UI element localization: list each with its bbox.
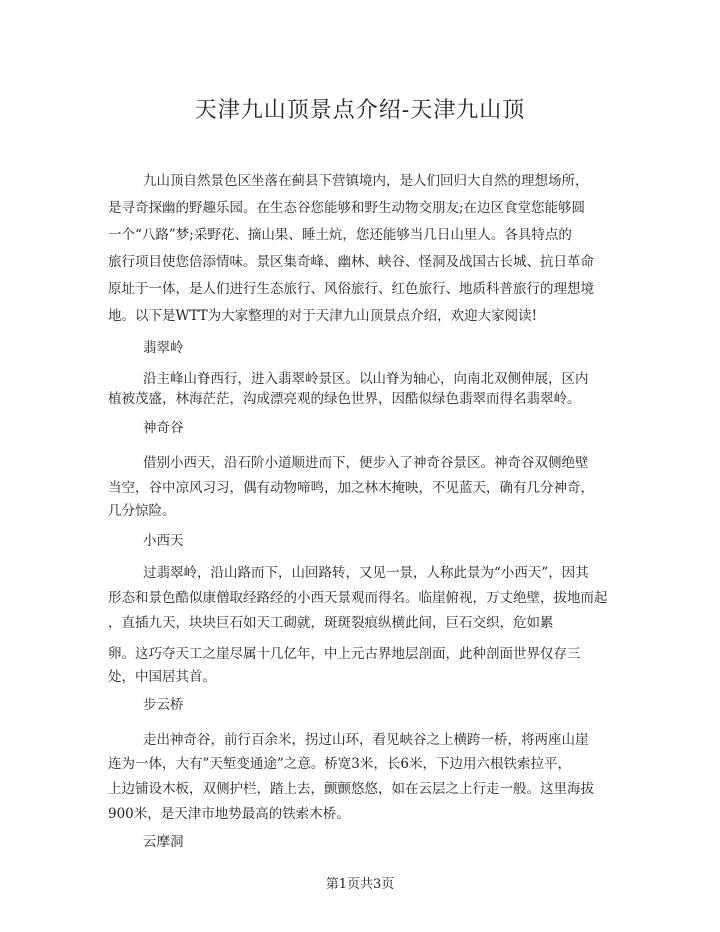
paragraph-line: 900米，是天津市地势最高的铁索木桥。 [108,806,350,822]
page-footer: 第1页共3页 [325,877,395,892]
paragraph-line: 过翡翠岭，沿山路而下，山回路转，又见一景，人称此景为“小西天”，因其 [143,565,589,581]
paragraph-line: 上边铺设木板，双侧护栏，踏上去，颤颤悠悠，如在云层之上行走一般。这里海拔 [108,781,594,797]
section-heading: 神奇谷 [143,420,184,436]
paragraph-line: 九山顶自然景色区坐落在蓟县下营镇境内，是人们回归大自然的理想场所， [143,173,589,189]
paragraph-line: 当空，谷中凉风习习，偶有动物啼鸣，加之林木掩映，不见蓝天，确有几分神奇， [108,480,594,496]
paragraph-line: 走出神奇谷，前行百余米，拐过山环，看见峡谷之上横跨一桥，将两座山崖 [143,732,589,748]
section-heading: 翡翠岭 [143,340,184,356]
paragraph-line: ，直插九天，块块巨石如天工砌就，斑斑裂痕纵横此间，巨石交织，危如累 [108,615,554,631]
paragraph-line: 形态和景色酷似康僧取经路经的小西天景观而得名。临崖俯视，万丈绝壁，拔地而起 [108,590,608,606]
paragraph-line: 一个“八路”梦;采野花、摘山果、睡土炕，您还能够当几日山里人。各具特点的 [108,227,572,243]
paragraph-line: 沿主峰山脊西行，进入翡翠岭景区。以山脊为轴心，向南北双侧伸展，区内 [143,371,589,387]
section-heading: 小西天 [143,533,184,549]
paragraph-line: 地。以下是WTT为大家整理的对于天津九山顶景点介绍，欢迎大家阅读! [108,308,538,324]
paragraph-line: 借别小西天，沿石阶小道顺进而下，便步入了神奇谷景区。神奇谷双侧绝壁 [143,455,589,471]
paragraph-line: 几分惊险。 [108,503,176,519]
page-title: 天津九山顶景点介绍-天津九山顶 [194,98,526,123]
section-heading: 步云桥 [143,697,184,713]
section-heading: 云摩洞 [143,834,184,850]
paragraph-line: 卵。这巧夺天工之崖尽属十几亿年，中上元古界地层剖面，此种剖面世界仅存三 [108,646,581,662]
paragraph-line: 旅行项目使您倍添情味。景区集奇峰、幽林、峡谷、怪洞及战国古长城、抗日革命 [108,254,594,270]
paragraph-line: 植被茂盛，林海茫茫，沟成漂亮观的绿色世界，因酷似绿色翡翠而得名翡翠岭。 [108,391,581,407]
paragraph-line: 处，中国居其首。 [108,669,216,685]
paragraph-line: 连为一体，大有”天堑变通途”之意。桥宽3米，长6米，下边用六根铁索拉平， [108,756,571,772]
paragraph-line: 是寻奇探幽的野趣乐园。在生态谷您能够和野生动物交朋友;在边区食堂您能够圆 [108,200,586,216]
paragraph-line: 原址于一体，是人们进行生态旅行、风俗旅行、红色旅行、地质科普旅行的理想境 [108,281,594,297]
